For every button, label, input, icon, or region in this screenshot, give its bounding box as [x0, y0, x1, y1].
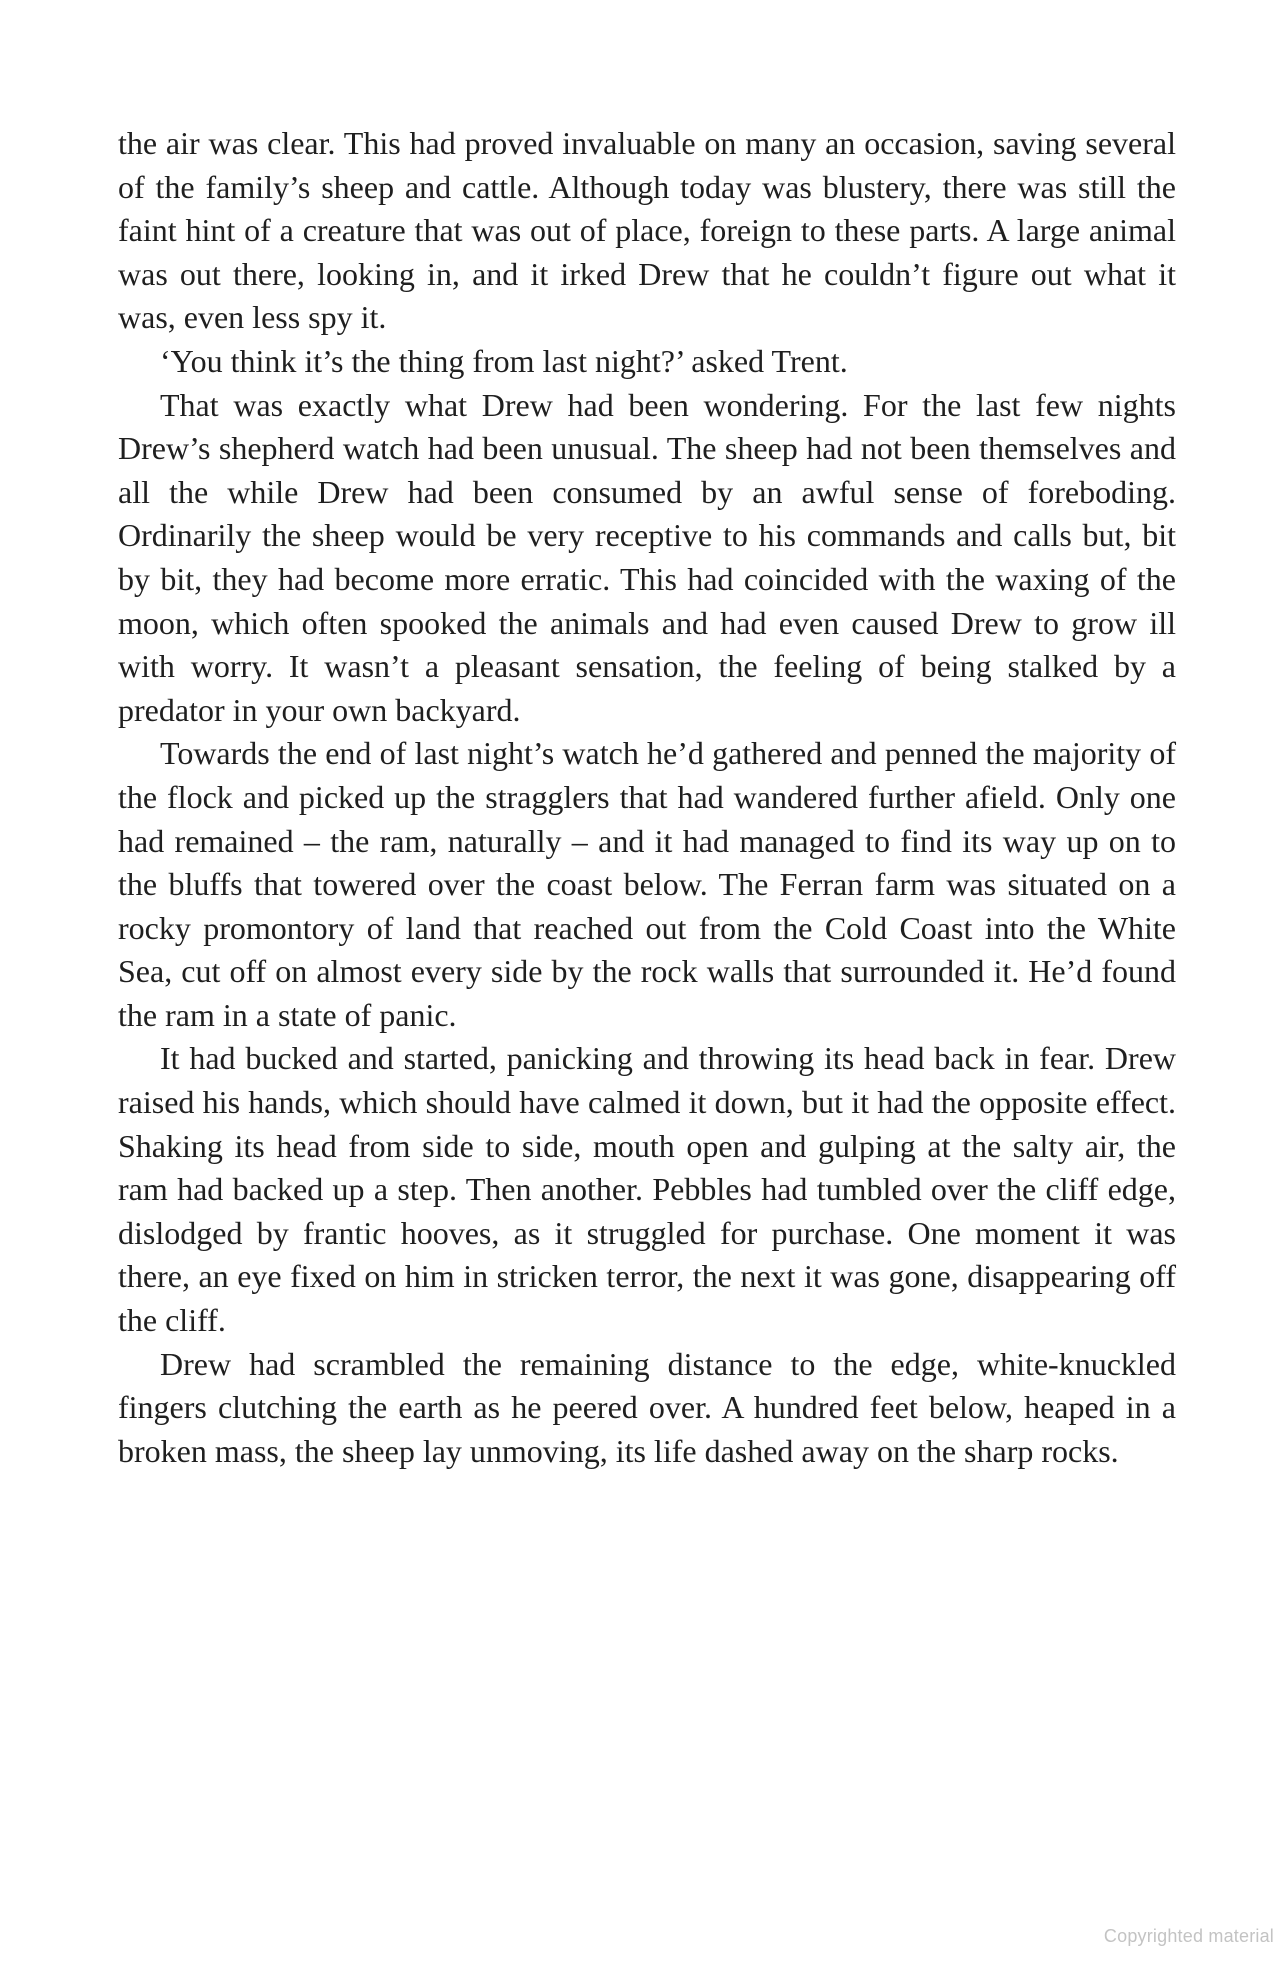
paragraph: Towards the end of last night’s watch he’d gathered and penned the majority of the flock and picked up the stragglers that had wandered further afield. Only one had remained – the ram, naturally – and it had managed to find its way up on to the bluffs that towered over the coast below. The Ferran farm was situated on a rocky promontory of land that reached out from the Cold Coast into the White Sea, cut off on almost every side by the rock walls that surrounded it. He’d found the ram in a state of panic.	[118, 735, 1176, 1033]
page-text-block	[118, 122, 1176, 1473]
copyright-watermark: Copyrighted material	[1103, 1926, 1274, 1946]
paragraph: the air was clear. This had proved invaluable on many an occasion, saving several of the family’s sheep and cattle. Although today was blustery, there was still the faint hint of a creature that was out of place, foreign to these parts. A large animal was out there, looking in, and it irked Drew that he couldn’t figure out what it was, even less spy it.	[118, 125, 1176, 336]
paragraph: Drew had scrambled the remaining distance to the edge, white-knuckled fingers clutching the earth as he peered over. A hundred feet below, heaped in a broken mass, the sheep lay unmoving, its life dashed away on the sharp rocks.	[118, 1345, 1176, 1469]
paragraph: ‘You think it’s the thing from last night?’ asked Trent.	[160, 342, 848, 379]
paragraph: That was exactly what Drew had been wondering. For the last few nights Drew’s shepherd watch had been unusual. The sheep had not been themselves and all the while Drew had been consumed by an awful sense of foreboding. Ordinarily the sheep would be very receptive to his commands and calls but, bit by bit, they had become more erratic. This had coincided with the waxing of the moon, which often spooked the animals and had even caused Drew to grow ill with worry. It wasn’t a pleasant sensation, the feeling of being stalked by a predator in your own backyard.	[118, 386, 1176, 728]
paragraph: It had bucked and started, panicking and throwing its head back in fear. Drew raised his hands, which should have calmed it down, but it had the opposite effect. Shaking its head from side to side, mouth open and gulping at the salty air, the ram had backed up a step. Then another. Pebbles had tumbled over the cliff edge, dislodged by frantic hooves, as it struggled for purchase. One moment it was there, an eye fixed on him in stricken terror, the next it was gone, disappearing off the cliff.	[118, 1040, 1176, 1339]
